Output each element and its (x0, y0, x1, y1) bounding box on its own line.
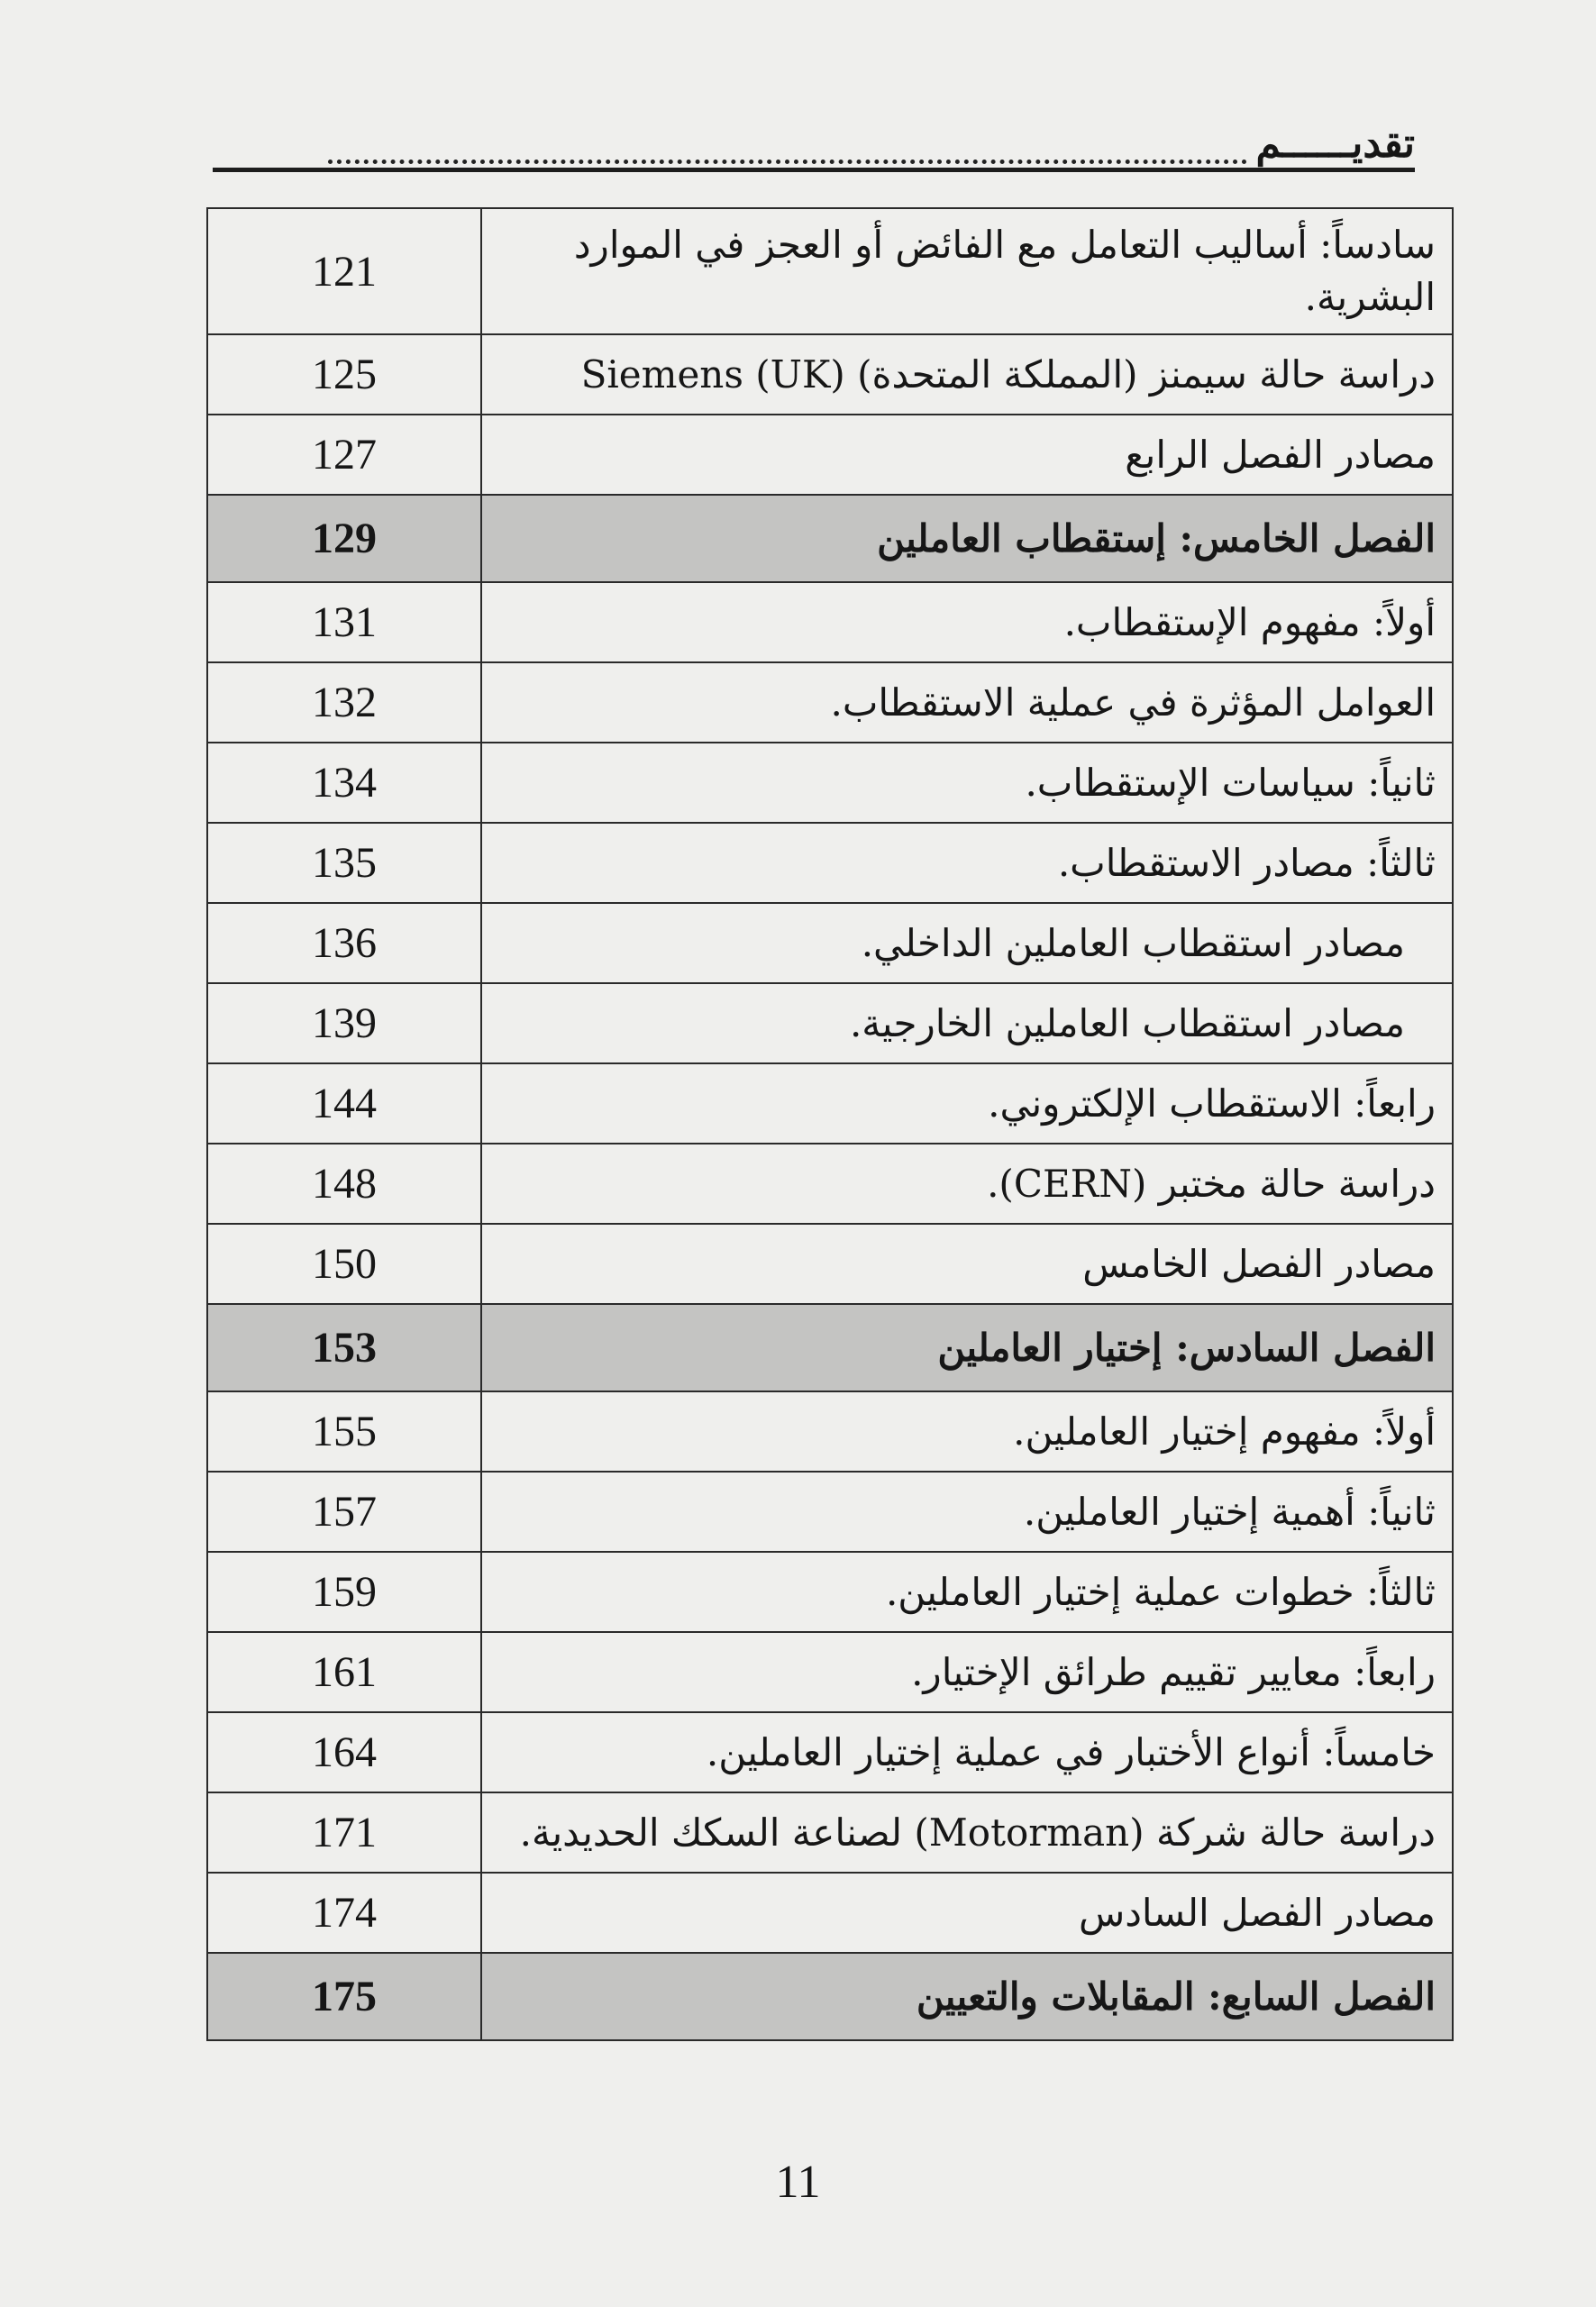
toc-entry-title: مصادر استقطاب العاملين الخارجية. (481, 983, 1453, 1063)
toc-row (207, 983, 1453, 1063)
toc-row (207, 662, 1453, 743)
toc-row (207, 582, 1453, 662)
toc-chapter-row (207, 1953, 1453, 2040)
header-dotted-leader (328, 150, 1247, 164)
toc-entry-page: 174 (207, 1873, 481, 1953)
toc-entry-page: 175 (207, 1953, 481, 2040)
toc-entry-title: مصادر الفصل الرابع (481, 415, 1453, 495)
toc-entry-page: 171 (207, 1792, 481, 1873)
toc-entry-page: 161 (207, 1632, 481, 1712)
toc-row (207, 1063, 1453, 1144)
toc-entry-title: ثانياً: أهمية إختيار العاملين. (481, 1472, 1453, 1552)
toc-entry-page: 121 (207, 208, 481, 334)
toc-entry-title: رابعاً: معايير تقييم طرائق الإختيار. (481, 1632, 1453, 1712)
toc-entry-title: دراسة حالة شركة (Motorman) لصناعة السكك الحديدية. (481, 1792, 1453, 1873)
toc-row (207, 903, 1453, 983)
page-number: 11 (775, 2157, 821, 2208)
toc-row (207, 334, 1453, 415)
toc-entry-page: 127 (207, 415, 481, 495)
toc-entry-page: 131 (207, 582, 481, 662)
toc-entry-page: 125 (207, 334, 481, 415)
toc-entry-title: الفصل السادس: إختيار العاملين (481, 1304, 1453, 1391)
toc-entry-title: ثالثاً: خطوات عملية إختيار العاملين. (481, 1552, 1453, 1632)
toc-entry-page: 144 (207, 1063, 481, 1144)
toc-row (207, 1472, 1453, 1552)
toc-entry-page: 159 (207, 1552, 481, 1632)
toc-entry-page: 148 (207, 1144, 481, 1224)
toc-entry-title: سادساً: أساليب التعامل مع الفائض أو العجز في الموارد البشرية. (481, 208, 1453, 334)
toc-row (207, 1632, 1453, 1712)
toc-row (207, 415, 1453, 495)
toc-entry-page: 155 (207, 1391, 481, 1472)
toc-entry-title: ثانياً: سياسات الإستقطاب. (481, 743, 1453, 823)
toc-row (207, 1792, 1453, 1873)
toc-entry-page: 150 (207, 1224, 481, 1304)
toc-entry-page: 129 (207, 495, 481, 582)
toc-row (207, 1552, 1453, 1632)
toc-entry-title: الفصل الخامس: إستقطاب العاملين (481, 495, 1453, 582)
toc-entry-title: العوامل المؤثرة في عملية الاستقطاب. (481, 662, 1453, 743)
toc-entry-page: 136 (207, 903, 481, 983)
table-of-contents (206, 207, 1454, 2041)
toc-entry-title: ثالثاً: مصادر الاستقطاب. (481, 823, 1453, 903)
toc-entry-page: 132 (207, 662, 481, 743)
toc-entry-page: 164 (207, 1712, 481, 1792)
header-title: تقديــــــم (1255, 121, 1415, 167)
toc-row (207, 208, 1453, 334)
toc-entry-page: 134 (207, 743, 481, 823)
toc-entry-page: 139 (207, 983, 481, 1063)
toc-entry-page: 135 (207, 823, 481, 903)
toc-row (207, 1391, 1453, 1472)
toc-entry-title: الفصل السابع: المقابلات والتعيين (481, 1953, 1453, 2040)
toc-entry-title: رابعاً: الاستقطاب الإلكتروني. (481, 1063, 1453, 1144)
header-rule (213, 168, 1415, 172)
toc-row (207, 743, 1453, 823)
toc-entry-title: مصادر الفصل الخامس (481, 1224, 1453, 1304)
toc-row (207, 1224, 1453, 1304)
toc-entry-title: أولاً: مفهوم إختيار العاملين. (481, 1391, 1453, 1472)
toc-row (207, 1712, 1453, 1792)
toc-row (207, 1873, 1453, 1953)
toc-row (207, 823, 1453, 903)
toc-entry-title: مصادر استقطاب العاملين الداخلي. (481, 903, 1453, 983)
toc-chapter-row (207, 495, 1453, 582)
toc-entry-title: أولاً: مفهوم الإستقطاب. (481, 582, 1453, 662)
toc-entry-page: 153 (207, 1304, 481, 1391)
toc-entry-title: مصادر الفصل السادس (481, 1873, 1453, 1953)
toc-entry-title: خامساً: أنواع الأختبار في عملية إختيار العاملين. (481, 1712, 1453, 1792)
toc-entry-page: 157 (207, 1472, 481, 1552)
toc-chapter-row (207, 1304, 1453, 1391)
toc-entry-title: دراسة حالة سيمنز (المملكة المتحدة) Siemens (UK) (481, 334, 1453, 415)
toc-entry-title: دراسة حالة مختبر (CERN). (481, 1144, 1453, 1224)
toc-row (207, 1144, 1453, 1224)
page-header (213, 110, 1415, 167)
